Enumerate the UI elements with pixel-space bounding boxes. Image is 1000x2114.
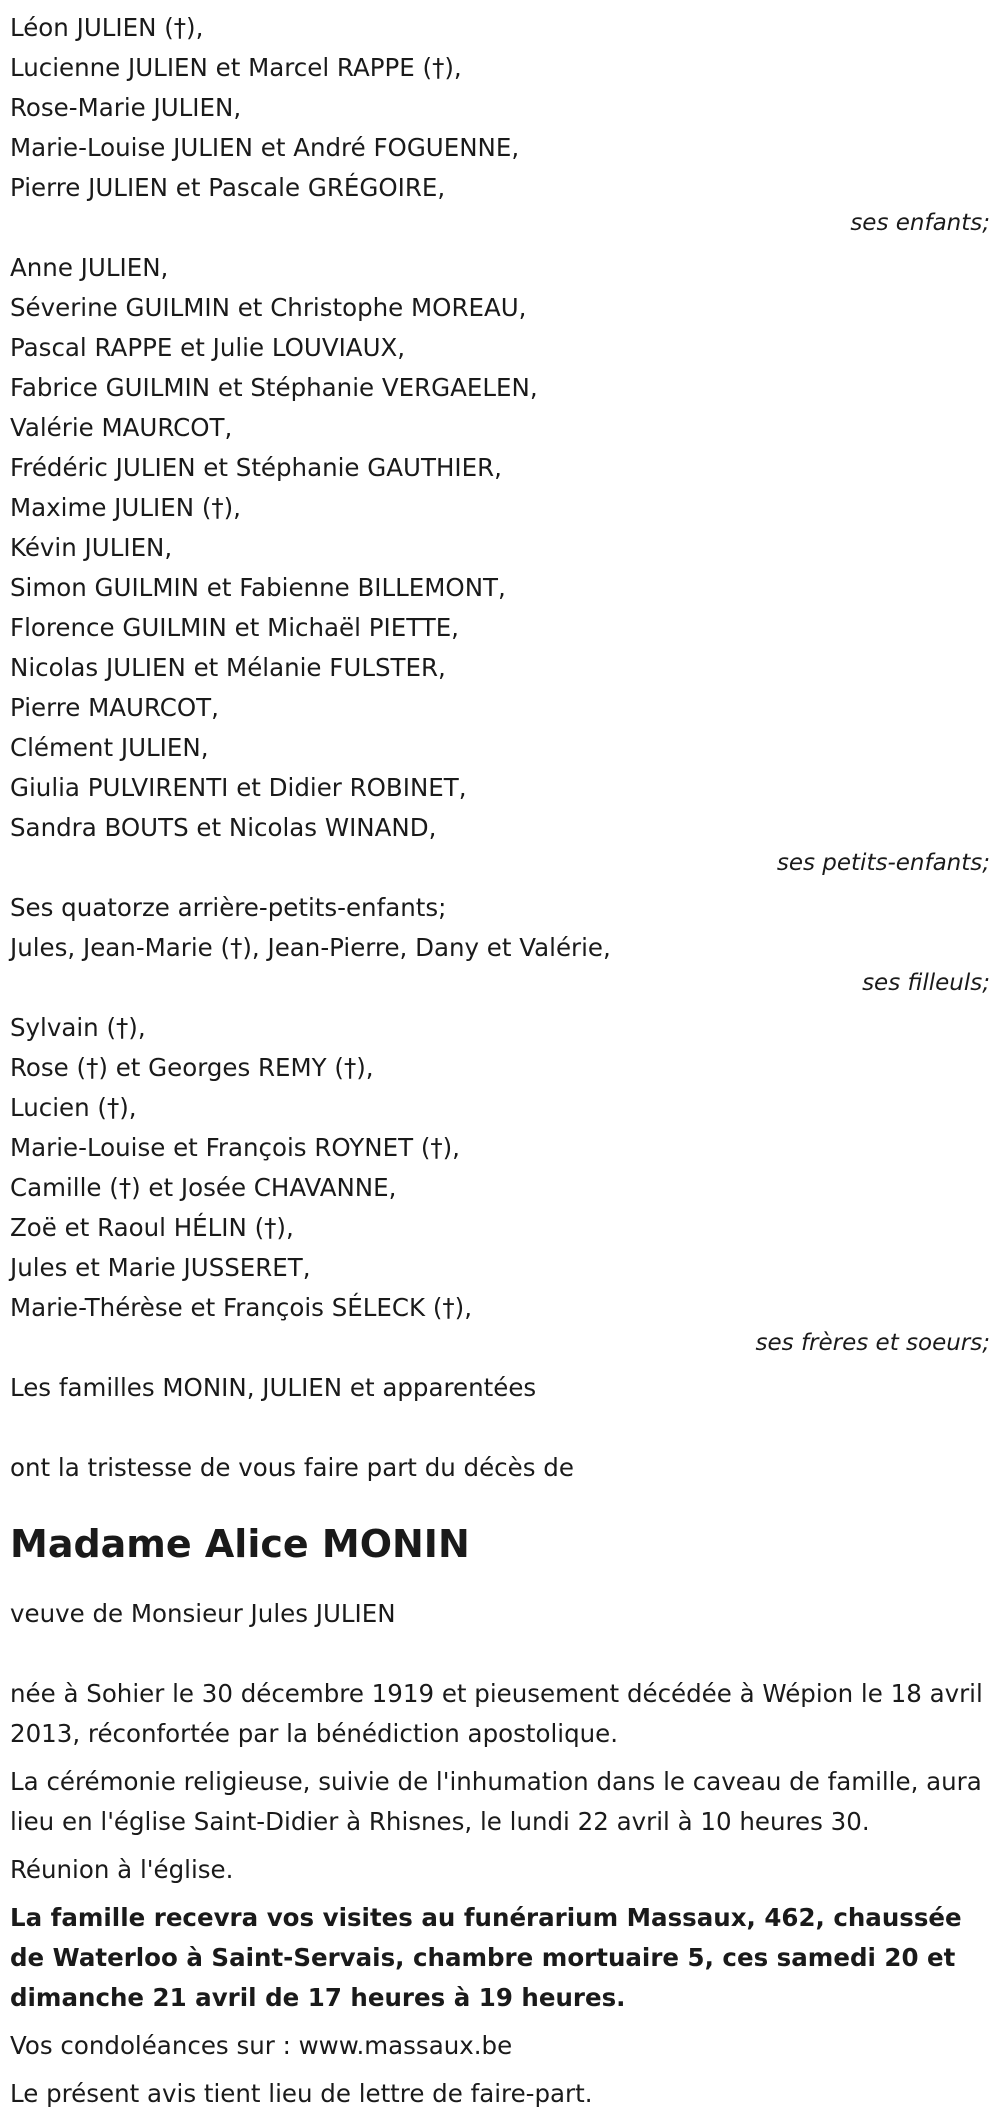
great-grandchildren-line: Ses quatorze arrière-petits-enfants; xyxy=(10,893,447,922)
announcement-line: ont la tristesse de vous faire part du décès de xyxy=(10,1453,574,1482)
birth-death-paragraph: née à Sohier le 30 décembre 1919 et pieusement décédée à Wépion le 18 avril 2013, réconfortée par la bénédiction apostolique. xyxy=(10,1679,983,1748)
list-item: Clément JULIEN, xyxy=(10,733,209,762)
list-item: Giulia PULVIRENTI et Didier ROBINET, xyxy=(10,773,467,802)
list-item: Nicolas JULIEN et Mélanie FULSTER, xyxy=(10,653,446,682)
list-item: Simon GUILMIN et Fabienne BILLEMONT, xyxy=(10,573,506,602)
list-item: Florence GUILMIN et Michaël PIETTE, xyxy=(10,613,459,642)
grandchildren-list xyxy=(10,248,1000,848)
list-item: Sandra BOUTS et Nicolas WINAND, xyxy=(10,813,437,842)
list-item: Marie-Louise et François ROYNET (†), xyxy=(10,1133,460,1162)
list-item: Rose (†) et Georges REMY (†), xyxy=(10,1053,374,1082)
list-item: Marie-Louise JULIEN et André FOGUENNE, xyxy=(10,133,520,162)
list-item: Kévin JULIEN, xyxy=(10,533,173,562)
list-item: Pierre MAURCOT, xyxy=(10,693,219,722)
children-list xyxy=(10,8,1000,208)
list-item: Pascal RAPPE et Julie LOUVIAUX, xyxy=(10,333,406,362)
children-relation-label: ses enfants; xyxy=(850,210,990,236)
list-item: Anne JULIEN, xyxy=(10,253,169,282)
condolences-paragraph: Vos condoléances sur : www.massaux.be xyxy=(10,2031,513,2060)
list-item: Pierre JULIEN et Pascale GRÉGOIRE, xyxy=(10,173,446,202)
list-item: Maxime JULIEN (†), xyxy=(10,493,241,522)
list-item: Sylvain (†), xyxy=(10,1013,146,1042)
list-item: Léon JULIEN (†), xyxy=(10,13,204,42)
siblings-relation-label: ses frères et soeurs; xyxy=(755,1330,990,1356)
list-item: Marie-Thérèse et François SÉLECK (†), xyxy=(10,1293,472,1322)
godchildren-relation-label: ses filleuls; xyxy=(862,970,990,996)
deceased-name: Madame Alice MONIN xyxy=(10,1522,470,1566)
list-item: Zoë et Raoul HÉLIN (†), xyxy=(10,1213,294,1242)
list-item: Fabrice GUILMIN et Stéphanie VERGAELEN, xyxy=(10,373,538,402)
list-item: Jules et Marie JUSSERET, xyxy=(10,1253,311,1282)
list-item: Frédéric JULIEN et Stéphanie GAUTHIER, xyxy=(10,453,502,482)
list-item: Camille (†) et Josée CHAVANNE, xyxy=(10,1173,397,1202)
visits-paragraph: La famille recevra vos visites au funérarium Massaux, 462, chaussée de Waterloo à Saint-Servais, chambre mortuaire 5, ces samedi 20 et dimanche 21 avril de 17 heures à 19 heures. xyxy=(10,1903,962,2012)
notice-paragraph: Le présent avis tient lieu de lettre de faire-part. xyxy=(10,2079,593,2108)
list-item: Séverine GUILMIN et Christophe MOREAU, xyxy=(10,293,527,322)
siblings-list xyxy=(10,1008,1000,1328)
list-item: Lucien (†), xyxy=(10,1093,137,1122)
ceremony-paragraph: La cérémonie religieuse, suivie de l'inhumation dans le caveau de famille, aura lieu en l'église Saint-Didier à Rhisnes, le lundi 22 avril à 10 heures 30. xyxy=(10,1767,982,1836)
widow-of-line: veuve de Monsieur Jules JULIEN xyxy=(10,1599,396,1628)
list-item: Lucienne JULIEN et Marcel RAPPE (†), xyxy=(10,53,462,82)
godchildren-line: Jules, Jean-Marie (†), Jean-Pierre, Dany et Valérie, xyxy=(10,933,611,962)
families-line: Les familles MONIN, JULIEN et apparentées xyxy=(10,1373,537,1402)
grandchildren-relation-label: ses petits-enfants; xyxy=(776,850,990,876)
list-item: Valérie MAURCOT, xyxy=(10,413,233,442)
meeting-paragraph: Réunion à l'église. xyxy=(10,1855,234,1884)
list-item: Rose-Marie JULIEN, xyxy=(10,93,242,122)
